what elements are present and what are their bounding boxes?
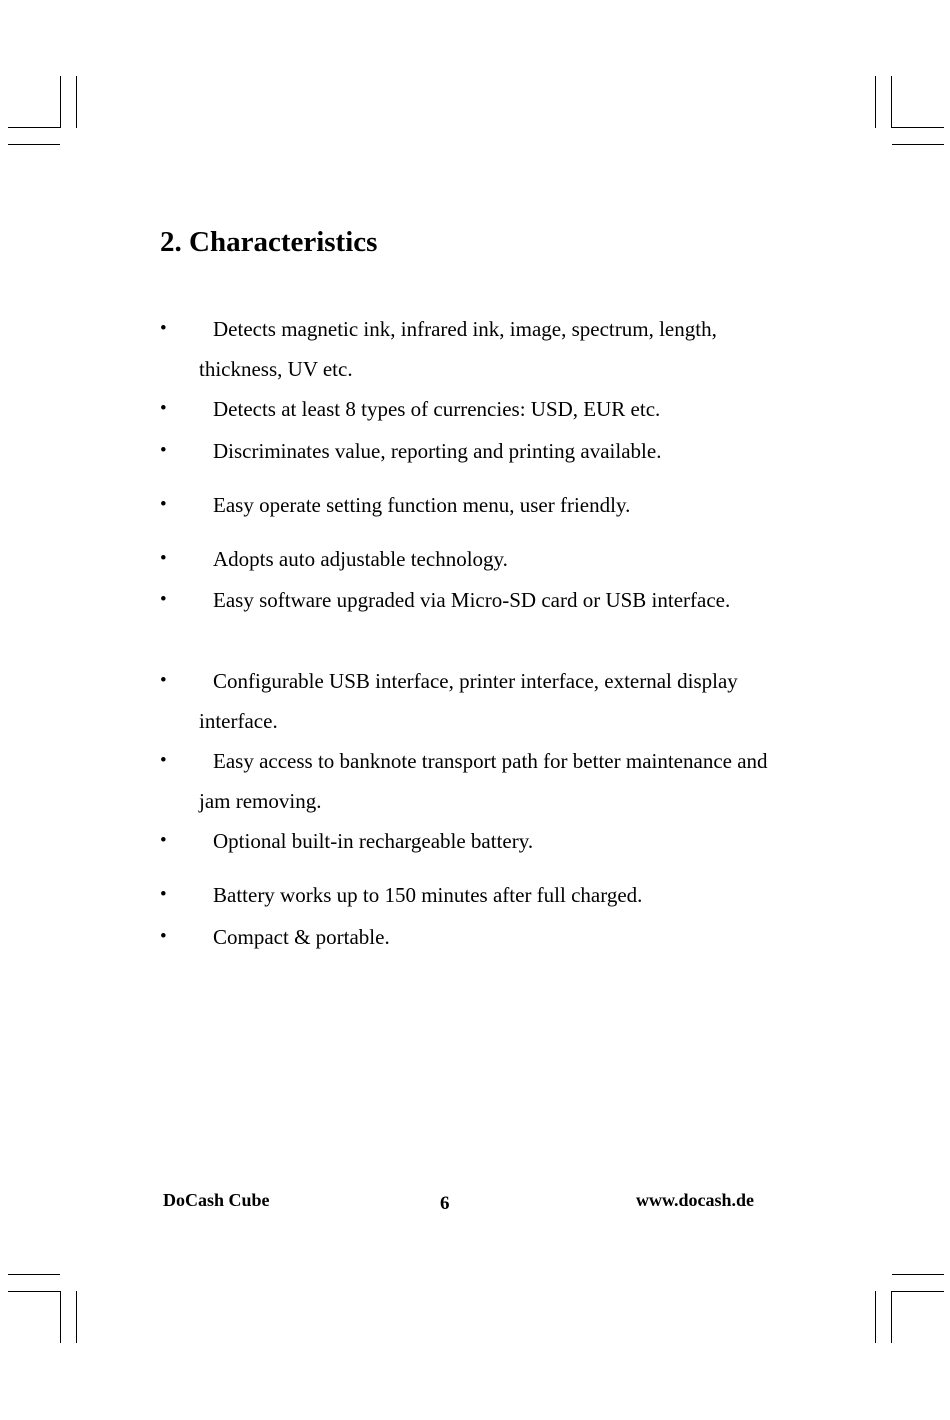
bullet-icon: • xyxy=(160,494,167,515)
list-item-text: Configurable USB interface, printer interface, external display interface. xyxy=(199,669,738,733)
crop-mark xyxy=(60,76,61,128)
crop-mark xyxy=(60,1291,61,1343)
list-item-text: Detects magnetic ink, infrared ink, image, spectrum, length, thickness, UV etc. xyxy=(199,317,717,381)
bullet-icon: • xyxy=(160,398,167,419)
crop-mark xyxy=(892,127,944,128)
crop-mark xyxy=(8,144,60,145)
bullet-icon: • xyxy=(160,548,167,569)
crop-mark xyxy=(891,1291,892,1343)
bullet-icon: • xyxy=(160,750,167,771)
crop-mark xyxy=(875,1291,876,1343)
bullet-icon: • xyxy=(160,670,167,691)
footer-page-number: 6 xyxy=(440,1193,450,1214)
list-item-text: Easy access to banknote transport path for better maintenance and jam removing. xyxy=(199,749,768,813)
list-item-text: Optional built-in rechargeable battery. xyxy=(213,829,534,853)
crop-mark xyxy=(8,1274,60,1275)
list-item-text: Adopts auto adjustable technology. xyxy=(213,547,508,571)
list-item-text: Easy software upgraded via Micro-SD card or USB interface. xyxy=(213,588,731,612)
bullet-icon: • xyxy=(160,440,167,461)
crop-mark xyxy=(76,1291,77,1343)
page-title: 2. Characteristics xyxy=(160,226,378,258)
list-item-text: Discriminates value, reporting and printing available. xyxy=(213,439,662,463)
list-item-text: Detects at least 8 types of currencies: USD, EUR etc. xyxy=(213,397,661,421)
crop-mark xyxy=(76,76,77,128)
crop-mark xyxy=(891,76,892,128)
bullet-icon: • xyxy=(160,830,167,851)
list-item-text: Battery works up to 150 minutes after full charged. xyxy=(213,883,643,907)
footer-product-name: DoCash Cube xyxy=(163,1190,270,1210)
list-item-text: Easy operate setting function menu, user friendly. xyxy=(213,493,631,517)
bullet-icon: • xyxy=(160,318,167,339)
bullet-icon: • xyxy=(160,884,167,905)
bullet-icon: • xyxy=(160,926,167,947)
crop-mark xyxy=(892,144,944,145)
crop-mark xyxy=(892,1274,944,1275)
list-item-text: Compact & portable. xyxy=(213,925,390,949)
footer-website: www.docash.de xyxy=(636,1190,755,1210)
crop-mark xyxy=(875,76,876,128)
crop-mark xyxy=(892,1291,944,1292)
crop-mark xyxy=(8,1291,60,1292)
crop-mark xyxy=(8,127,60,128)
bullet-icon: • xyxy=(160,589,167,610)
